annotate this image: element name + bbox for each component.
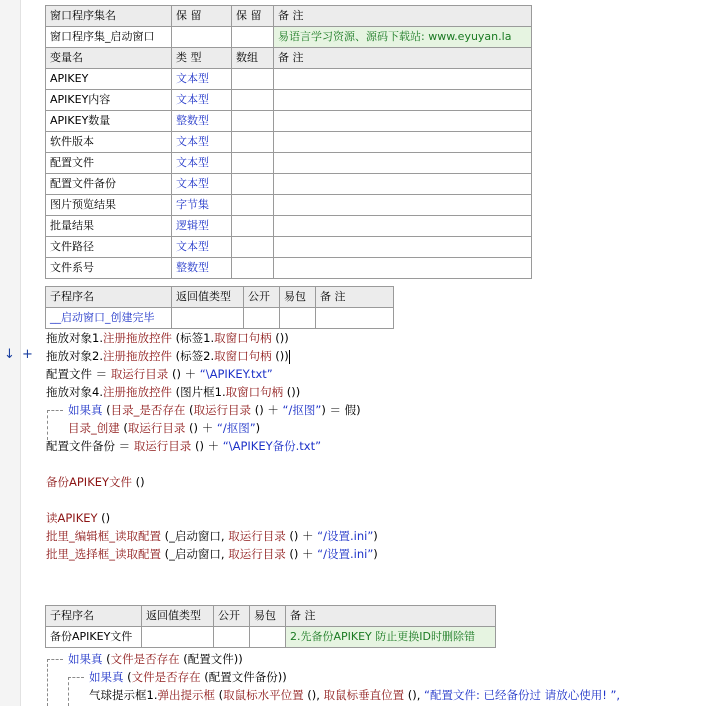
code-line[interactable] bbox=[46, 527, 378, 545]
code-method: 取运行目录 bbox=[228, 547, 286, 561]
code-keyword: 如果真 bbox=[68, 403, 103, 417]
subroutine-name-cell[interactable]: 备份APIKEY文件 bbox=[46, 627, 142, 648]
code-line[interactable] bbox=[89, 686, 620, 704]
var-array-cell[interactable] bbox=[232, 69, 274, 90]
var-comment-cell[interactable] bbox=[274, 216, 532, 237]
var-array-cell[interactable] bbox=[232, 237, 274, 258]
code-text: () ＋ bbox=[168, 367, 200, 381]
var-name-cell[interactable]: APIKEY bbox=[46, 69, 172, 90]
code-text: 配置文件备份 ＝ bbox=[46, 439, 134, 453]
code-method: 文件是否存在 bbox=[131, 670, 201, 684]
subroutine-table bbox=[45, 286, 394, 329]
code-text: (), bbox=[404, 688, 425, 702]
code-text: () bbox=[97, 511, 111, 525]
table-row[interactable] bbox=[46, 237, 532, 258]
code-line[interactable] bbox=[68, 401, 361, 419]
var-name-cell[interactable]: 图片预览结果 bbox=[46, 195, 172, 216]
var-type-cell[interactable]: 文本型 bbox=[172, 153, 232, 174]
table-row[interactable] bbox=[46, 174, 532, 195]
var-type-cell[interactable]: 文本型 bbox=[172, 174, 232, 195]
code-method: 取运行目录 bbox=[127, 421, 186, 435]
code-string: “\APIKEY备份.txt” bbox=[222, 439, 322, 453]
code-text: ) bbox=[373, 529, 378, 543]
table-header-row bbox=[46, 287, 394, 308]
table-row[interactable] bbox=[46, 258, 532, 279]
var-name-cell[interactable]: APIKEY内容 bbox=[46, 90, 172, 111]
reserved-cell[interactable] bbox=[232, 27, 274, 48]
code-line[interactable] bbox=[46, 437, 321, 455]
var-array-cell[interactable] bbox=[232, 132, 274, 153]
table-header-row bbox=[46, 606, 496, 627]
header-cell: 窗口程序集名 bbox=[46, 6, 172, 27]
code-method: 取运行目录 bbox=[193, 403, 252, 417]
table-row[interactable] bbox=[46, 153, 532, 174]
table-row[interactable] bbox=[46, 216, 532, 237]
subroutine-table bbox=[45, 605, 496, 648]
table-row[interactable] bbox=[46, 90, 532, 111]
var-name-cell[interactable]: 文件系号 bbox=[46, 258, 172, 279]
code-method: 取鼠标水平位置 bbox=[223, 688, 304, 702]
header-cell: 易包 bbox=[250, 606, 286, 627]
variable-table bbox=[45, 47, 532, 279]
code-text: () ＋ bbox=[191, 439, 223, 453]
table-row[interactable] bbox=[46, 69, 532, 90]
code-text: ( bbox=[123, 670, 132, 684]
code-text: (标签1. bbox=[171, 331, 215, 345]
header-cell: 数组 bbox=[232, 48, 274, 69]
header-cell: 公开 bbox=[244, 287, 280, 308]
header-cell: 保 留 bbox=[172, 6, 232, 27]
header-cell: 易包 bbox=[280, 287, 316, 308]
code-line[interactable] bbox=[46, 365, 273, 383]
header-cell: 备 注 bbox=[316, 287, 394, 308]
code-text: () bbox=[132, 475, 145, 489]
var-name-cell[interactable]: 配置文件 bbox=[46, 153, 172, 174]
code-method: 取窗口句柄 bbox=[225, 385, 284, 399]
code-string: “/抠图” bbox=[216, 421, 256, 435]
code-string: “\APIKEY.txt” bbox=[199, 367, 273, 381]
code-text: (标签2. bbox=[171, 349, 215, 363]
var-name-cell[interactable]: 批量结果 bbox=[46, 216, 172, 237]
code-method: 注册拖放控件 bbox=[102, 385, 172, 399]
table-header-row bbox=[46, 48, 532, 69]
code-text: ( bbox=[214, 688, 224, 702]
table-header-row bbox=[46, 6, 532, 27]
code-line[interactable] bbox=[68, 650, 243, 668]
code-method: 目录_创建 bbox=[68, 421, 120, 435]
table-row[interactable] bbox=[46, 195, 532, 216]
code-text: 配置文件 ＝ bbox=[46, 367, 111, 381]
code-string: “/设置.ini” bbox=[317, 529, 374, 543]
var-comment-cell[interactable] bbox=[274, 174, 532, 195]
code-method: 注册拖放控件 bbox=[102, 331, 172, 345]
var-type-cell[interactable]: 整数型 bbox=[172, 258, 232, 279]
code-method: 取窗口句柄 bbox=[214, 349, 272, 363]
code-method: 取鼠标垂直位置 bbox=[323, 688, 405, 702]
code-text: (_启动窗口, bbox=[161, 547, 229, 561]
code-line-current[interactable] bbox=[46, 347, 290, 365]
code-text: ( bbox=[102, 652, 111, 666]
breakpoint-arrow-icon[interactable]: ↓ bbox=[4, 347, 15, 362]
var-type-cell[interactable]: 文本型 bbox=[172, 90, 232, 111]
var-type-cell[interactable]: 文本型 bbox=[172, 237, 232, 258]
code-method: 文件是否存在 bbox=[110, 652, 180, 666]
code-line[interactable] bbox=[89, 668, 287, 686]
public-cell[interactable] bbox=[244, 308, 280, 329]
code-text: ()) bbox=[283, 385, 301, 399]
package-cell[interactable] bbox=[280, 308, 316, 329]
table-row[interactable] bbox=[46, 111, 532, 132]
table-row[interactable] bbox=[46, 627, 496, 648]
text-caret bbox=[289, 350, 290, 364]
code-method: 批里_选择框_读取配置 bbox=[46, 547, 161, 561]
code-text: ()) bbox=[271, 349, 289, 363]
header-cell: 子程序名 bbox=[46, 606, 142, 627]
var-array-cell[interactable] bbox=[232, 153, 274, 174]
code-keyword: 如果真 bbox=[68, 652, 103, 666]
var-comment-cell[interactable] bbox=[274, 237, 532, 258]
code-text: (配置文件)) bbox=[179, 652, 243, 666]
code-text: ( bbox=[185, 403, 194, 417]
code-line[interactable] bbox=[46, 329, 289, 347]
code-line[interactable] bbox=[46, 473, 145, 491]
code-text: () ＋ bbox=[285, 529, 318, 543]
code-text: ) bbox=[255, 421, 261, 435]
var-name-cell[interactable]: 软件版本 bbox=[46, 132, 172, 153]
var-type-cell[interactable]: 逻辑型 bbox=[172, 216, 232, 237]
var-type-cell[interactable]: 文本型 bbox=[172, 69, 232, 90]
code-method: 目录_是否存在 bbox=[110, 403, 186, 417]
header-cell: 保 留 bbox=[232, 6, 274, 27]
flow-guide-line bbox=[68, 677, 84, 678]
code-text: ()) bbox=[271, 331, 289, 345]
code-method: 备份APIKEY文件 bbox=[46, 475, 133, 489]
var-name-cell[interactable]: 配置文件备份 bbox=[46, 174, 172, 195]
header-cell: 类 型 bbox=[172, 48, 232, 69]
code-object: 气球提示框1. bbox=[89, 688, 158, 702]
header-cell: 返回值类型 bbox=[172, 287, 244, 308]
code-line[interactable] bbox=[46, 545, 378, 563]
code-string: “配置文件: 已经备份过 请放心使用! ”, bbox=[424, 688, 621, 702]
var-type-cell[interactable]: 字节集 bbox=[172, 195, 232, 216]
flow-guide-line bbox=[68, 677, 69, 706]
code-method: 读APIKEY bbox=[46, 511, 98, 525]
var-name-cell[interactable]: 文件路径 bbox=[46, 237, 172, 258]
var-array-cell[interactable] bbox=[232, 258, 274, 279]
header-cell: 备 注 bbox=[274, 48, 532, 69]
var-comment-cell[interactable] bbox=[274, 258, 532, 279]
flow-guide-line bbox=[47, 410, 63, 411]
header-cell: 返回值类型 bbox=[142, 606, 214, 627]
flow-guide-line bbox=[47, 410, 48, 440]
header-cell: 备 注 bbox=[286, 606, 496, 627]
var-array-cell[interactable] bbox=[232, 195, 274, 216]
var-type-cell[interactable]: 整数型 bbox=[172, 111, 232, 132]
var-comment-cell[interactable] bbox=[274, 90, 532, 111]
code-keyword: 如果真 bbox=[89, 670, 124, 684]
code-text: () ＋ bbox=[285, 547, 318, 561]
code-text: ) bbox=[373, 547, 378, 561]
package-cell[interactable] bbox=[250, 627, 286, 648]
header-cell: 备 注 bbox=[274, 6, 532, 27]
var-comment-cell[interactable] bbox=[274, 132, 532, 153]
header-cell: 子程序名 bbox=[46, 287, 172, 308]
table-row[interactable] bbox=[46, 308, 394, 329]
code-line[interactable] bbox=[46, 383, 300, 401]
subroutine-name-cell[interactable]: __启动窗口_创建完毕 bbox=[46, 308, 172, 329]
code-method: 取运行目录 bbox=[110, 367, 169, 381]
var-comment-cell[interactable] bbox=[274, 153, 532, 174]
var-array-cell[interactable] bbox=[232, 90, 274, 111]
code-method: 弹出提示框 bbox=[157, 688, 215, 702]
code-method: 注册拖放控件 bbox=[102, 349, 172, 363]
code-text: (图片框1. bbox=[171, 385, 226, 399]
flow-guide-line bbox=[47, 659, 63, 660]
code-text: (配置文件备份)) bbox=[200, 670, 287, 684]
code-string: “/设置.ini” bbox=[317, 547, 374, 561]
var-comment-cell[interactable] bbox=[274, 69, 532, 90]
reserved-cell[interactable] bbox=[172, 27, 232, 48]
code-text: () ＋ bbox=[185, 421, 217, 435]
table-row[interactable] bbox=[46, 27, 532, 48]
flow-guide-line bbox=[47, 659, 48, 706]
header-cell: 公开 bbox=[214, 606, 250, 627]
code-text: (_启动窗口, bbox=[161, 529, 229, 543]
public-cell[interactable] bbox=[214, 627, 250, 648]
code-method: 批里_编辑框_读取配置 bbox=[46, 529, 161, 543]
code-method: 取运行目录 bbox=[133, 439, 192, 453]
comment-cell[interactable]: 2.先备份APIKEY 防止更换ID时删除错 bbox=[286, 627, 496, 648]
code-text: () ＋ bbox=[251, 403, 283, 417]
return-type-cell[interactable] bbox=[142, 627, 214, 648]
code-object: 拖放对象2. bbox=[46, 349, 103, 363]
code-text: ) ＝ 假) bbox=[321, 403, 361, 417]
var-comment-cell[interactable] bbox=[274, 111, 532, 132]
var-array-cell[interactable] bbox=[232, 216, 274, 237]
code-method: 取运行目录 bbox=[228, 529, 286, 543]
code-text: ( bbox=[102, 403, 111, 417]
var-name-cell[interactable]: APIKEY数量 bbox=[46, 111, 172, 132]
comment-cell[interactable]: 易语言学习资源、源码下载站: www.eyuyan.la bbox=[274, 27, 532, 48]
window-assembly-table bbox=[45, 5, 532, 48]
var-comment-cell[interactable] bbox=[274, 195, 532, 216]
code-object: 拖放对象1. bbox=[46, 331, 103, 345]
code-line[interactable] bbox=[68, 419, 260, 437]
code-text: ( bbox=[119, 421, 128, 435]
comment-cell[interactable] bbox=[316, 308, 394, 329]
code-line[interactable] bbox=[46, 509, 110, 527]
header-cell: 变量名 bbox=[46, 48, 172, 69]
assembly-name-cell[interactable]: 窗口程序集_启动窗口 bbox=[46, 27, 172, 48]
return-type-cell[interactable] bbox=[172, 308, 244, 329]
var-array-cell[interactable] bbox=[232, 174, 274, 195]
table-row[interactable] bbox=[46, 132, 532, 153]
code-text: (), bbox=[303, 688, 324, 702]
expand-plus-icon[interactable]: + bbox=[22, 347, 33, 362]
code-string: “/抠图” bbox=[282, 403, 322, 417]
var-type-cell[interactable]: 文本型 bbox=[172, 132, 232, 153]
code-method: 取窗口句柄 bbox=[214, 331, 272, 345]
var-array-cell[interactable] bbox=[232, 111, 274, 132]
code-object: 拖放对象4. bbox=[46, 385, 103, 399]
